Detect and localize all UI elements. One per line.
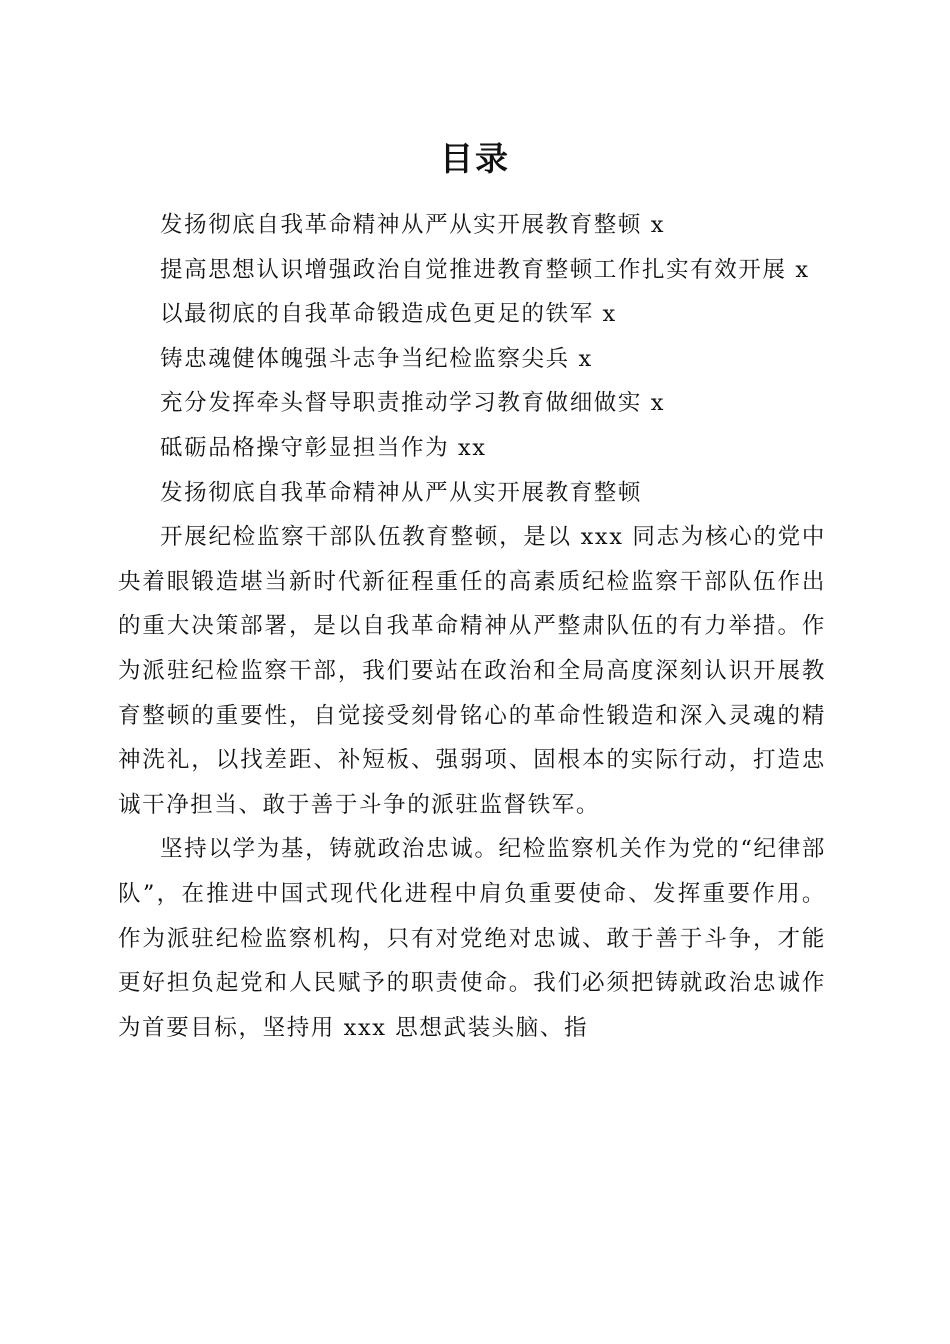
toc-entry[interactable]: 以最彻底的自我革命锻造成色更足的铁军 x <box>160 301 617 328</box>
toc-entry[interactable]: 砥砺品格操守彰显担当作为 xx <box>160 434 487 461</box>
toc-entry[interactable]: 提高思想认识增强政治自觉推进教育整顿工作扎实有效开展 x <box>160 256 810 283</box>
toc-entry[interactable]: 铸忠魂健体魄强斗志争当纪检监察尖兵 x <box>160 345 593 372</box>
article-paragraph: 开展纪检监察干部队伍教育整顿，是以 xxx 同志为核心的党中央着眼锻造堪当新时代新征程重任的高素质纪检监察干部队伍作出的重大决策部署，是以自我革命精神从严整肃队伍的有力举措。作为派驻纪检监察干部，我们要站在政治和全局高度深刻认识开展教育整顿的重要性，自觉接受刻骨铭心的革命性锻造和深入灵魂的精神洗礼，以找差距、补短板、强弱项、固根本的实际行动，打造忠诚干净担当、敢于善于斗争的派驻监督铁军。 <box>118 524 826 818</box>
toc-entry[interactable]: 发扬彻底自我革命精神从严从实开展教育整顿 x <box>160 212 666 238</box>
article-heading: 发扬彻底自我革命精神从严从实开展教育整顿 <box>160 479 643 506</box>
document-body <box>118 203 826 1050</box>
toc-entry[interactable]: 充分发挥牵头督导职责推动学习教育做细做实 x <box>160 390 666 417</box>
page-title: 目录 <box>440 139 510 178</box>
article-paragraph: 坚持以学为基，铸就政治忠诚。纪检监察机关作为党的“纪律部队”，在推进中国式现代化进程中肩负重要使命、发挥重要作用。作为派驻纪检监察机构，只有对党绝对忠诚、敢于善于斗争，才能更好担负起党和人民赋予的职责使命。我们必须把铸就政治忠诚作为首要目标，坚持用 xxx 思想武装头脑、指 <box>118 836 826 1041</box>
